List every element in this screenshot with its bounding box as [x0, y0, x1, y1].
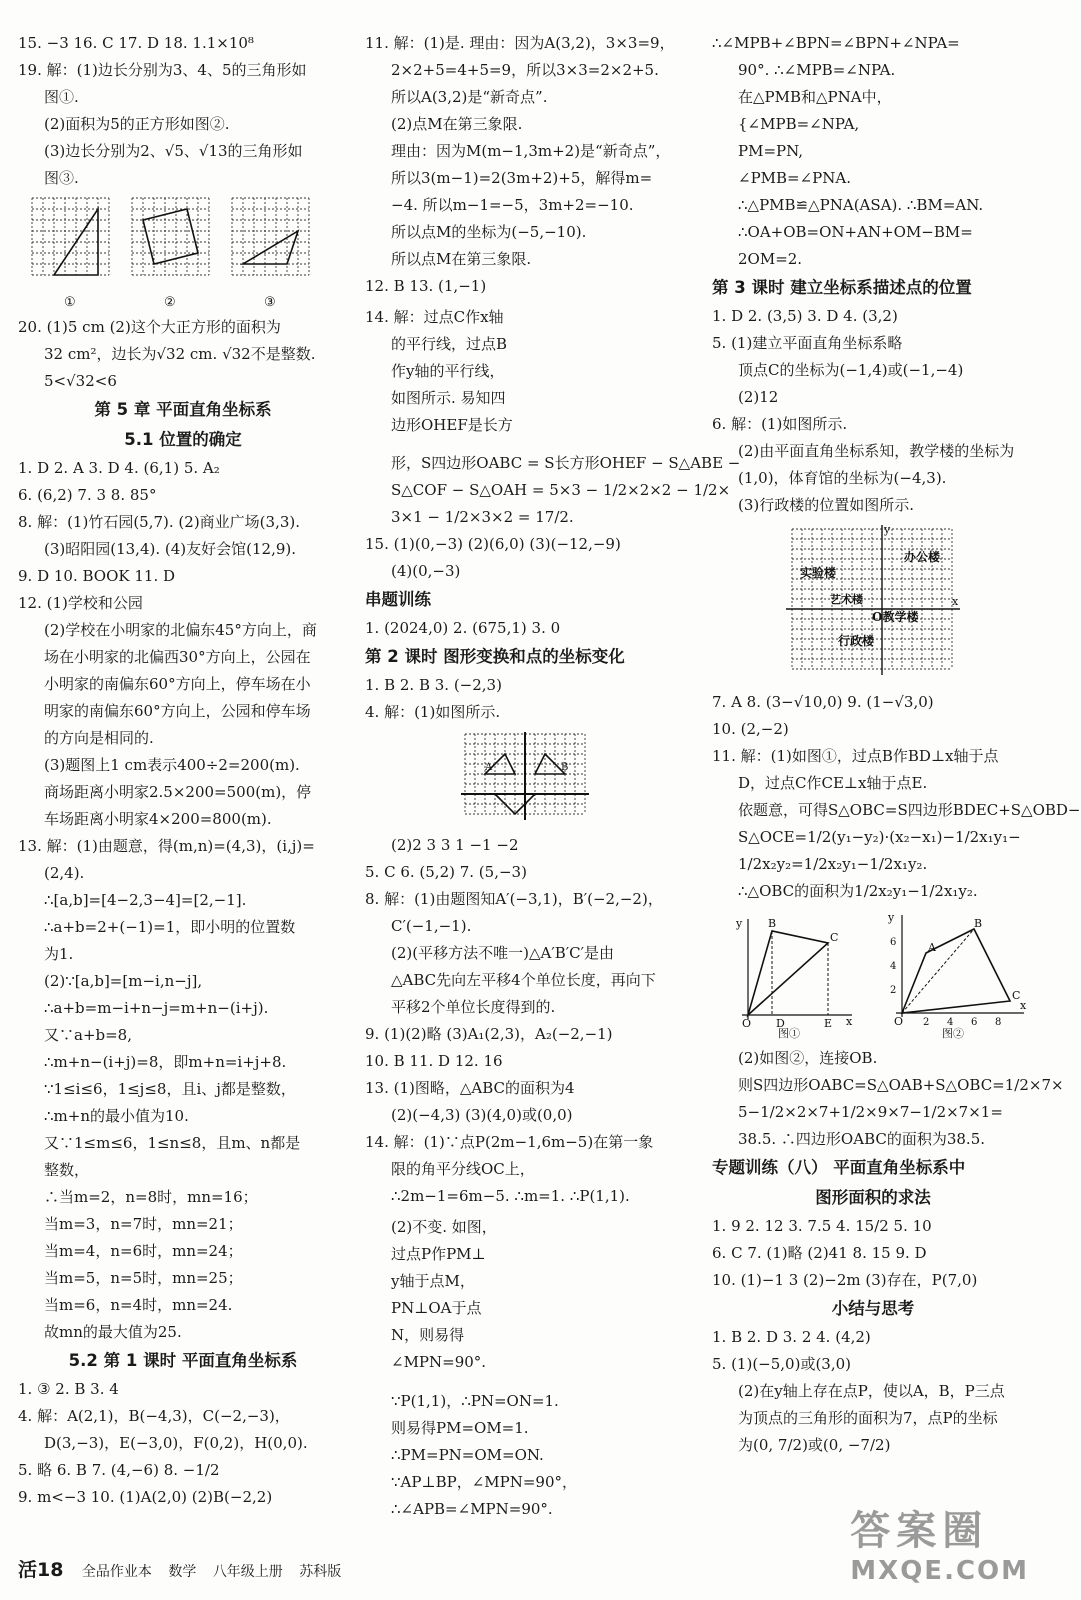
- answer-line: 所以3(m−1)=2(3m+2)+5，解得m=: [391, 169, 653, 187]
- grid-figure-label: ②: [164, 295, 176, 310]
- figure-two: [712, 909, 1034, 1039]
- answer-line: 90°. ∴∠MPB=∠NPA.: [738, 61, 896, 79]
- axis-label-y: y: [884, 523, 891, 536]
- answer-line: (3)题图上1 cm表示400÷2=200(m).: [44, 756, 300, 774]
- answer-line: 8. 解：(1)由题图知A′(−3,1)，B′(−2,−2)，: [365, 890, 663, 908]
- answer-line: (2)点M在第三象限.: [391, 115, 523, 133]
- place-label: 行政楼: [838, 634, 875, 648]
- text-line: PN⊥OA于点: [391, 1299, 482, 1317]
- answer-line: 所以点M在第三象限.: [391, 250, 532, 268]
- answer-line: 14. 解：(1)∵点P(2m−1,6m−5)在第一象: [365, 1133, 654, 1151]
- section-heading: 图形面积的求法: [815, 1188, 931, 1207]
- point-label: O: [742, 1017, 752, 1030]
- tick-label: 4: [890, 961, 897, 972]
- answer-line: D(3,−3)，E(−3,0)，F(0,2)，H(0,0).: [44, 1434, 308, 1452]
- square-area-5: [143, 209, 198, 264]
- answer-line: (2)在y轴上存在点P，使以A，B，P三点: [738, 1382, 1005, 1400]
- answer-line: 15. −3 16. C 17. D 18. 1.1×10⁸: [18, 34, 254, 52]
- section-heading: 5.2 第 1 课时 平面直角坐标系: [68, 1351, 298, 1370]
- answer-line: ∵AP⊥BP，∠MPN=90°，: [391, 1473, 577, 1491]
- answer-line: 5. 略 6. B 7. (4,−6) 8. −1/2: [18, 1461, 220, 1479]
- text-line: N，则易得: [391, 1326, 465, 1344]
- answer-line: (3)行政楼的位置如图所示.: [738, 496, 915, 514]
- answer-line: 15. (1)(0,−3) (2)(6,0) (3)(−12,−9): [365, 535, 621, 553]
- place-label: 办公楼: [904, 550, 941, 564]
- answer-line: 当m=6，n=4时，mn=24.: [44, 1296, 233, 1314]
- answer-line: 所以A(3,2)是“新奇点”.: [391, 88, 548, 106]
- answer-line: (2)(−4,3) (3)(4,0)或(0,0): [391, 1106, 573, 1124]
- answer-line: 6. C 7. (1)略 (2)41 8. 15 9. D: [712, 1244, 927, 1262]
- text-line: 如图所示. 易知四: [391, 389, 506, 407]
- point-label: D: [776, 1017, 785, 1030]
- answer-line: 当m=3，n=7时，mn=21；: [44, 1215, 243, 1233]
- answer-line: 所以点M的坐标为(−5,−10).: [391, 223, 587, 241]
- answer-line: 12. B 13. (1,−1): [365, 277, 487, 295]
- answer-line: 故mn的最大值为25.: [44, 1323, 182, 1341]
- point-label: C: [830, 931, 839, 944]
- answer-line: 当m=5，n=5时，mn=25；: [44, 1269, 243, 1287]
- answer-line: 3×1 − 1/2×3×2 = 17/2.: [391, 508, 574, 526]
- figure-caption: 图①: [778, 1027, 800, 1040]
- answer-line: 5<√32<6: [44, 372, 117, 390]
- answer-line: ∴△PMB≌△PNA(ASA). ∴BM=AN.: [738, 196, 984, 214]
- text-line: 过点P作PM⊥: [391, 1245, 486, 1263]
- answer-line: (2,4).: [44, 864, 85, 882]
- grid-figure-label: ①: [64, 295, 76, 310]
- axis-label-x: x: [846, 1015, 853, 1028]
- answer-line: (2)学校在小明家的北偏东45°方向上，商: [44, 621, 317, 639]
- answer-line: ∴OA+OB=ON+AN+OM−BM=: [738, 223, 973, 241]
- answer-line: 在△PMB和△PNA中，: [738, 88, 892, 106]
- answer-line: (2)2 3 3 1 −1 −2: [391, 836, 519, 854]
- answer-line: 5. (1)建立平面直角坐标系略: [712, 334, 903, 352]
- point-label: C: [1012, 989, 1021, 1002]
- answer-line: (2)12: [738, 388, 779, 406]
- figure-caption: 图②: [942, 1027, 964, 1040]
- place-label: O教学楼: [872, 610, 919, 624]
- section-heading: 专题训练（八） 平面直角坐标系中: [712, 1158, 966, 1177]
- section-heading: 第 2 课时 图形变换和点的坐标变化: [365, 647, 625, 666]
- text-line: y轴于点M，: [391, 1272, 475, 1290]
- answer-line: ∴2m−1=6m−5. ∴m=1. ∴P(1,1).: [391, 1187, 630, 1205]
- answer-line: (1,0)，体育馆的坐标为(−4,3).: [738, 469, 947, 487]
- point-label: E: [824, 1017, 833, 1030]
- place-label: 实验楼: [800, 566, 837, 580]
- answer-line: D，过点C作CE⊥x轴于点E.: [738, 774, 928, 792]
- column-right: [712, 30, 1081, 1459]
- answer-line: ∴m+n的最小值为10.: [44, 1107, 189, 1125]
- tick-label: 6: [971, 1017, 978, 1028]
- answer-line: 限的角平分线OC上，: [391, 1160, 535, 1178]
- answer-line: 依题意，可得S△OBC=S四边形BDEC+S△OBD−: [738, 801, 1081, 819]
- point-label: B: [768, 917, 777, 930]
- answer-line: −4. 所以m−1=−5，3m+2=−10.: [391, 196, 634, 214]
- answer-line: 1. ③ 2. B 3. 4: [18, 1380, 119, 1398]
- answer-line: 10. (2,−2): [712, 720, 789, 738]
- watermark-url: MXQE.COM: [850, 1556, 1029, 1586]
- column-left: [18, 30, 348, 1511]
- answer-line: 1. (2024,0) 2. (675,1) 3. 0: [365, 619, 561, 637]
- answer-line: (2)由平面直角坐标系知，教学楼的坐标为: [738, 442, 1015, 460]
- text-line: 14. 解：过点C作x轴: [365, 308, 504, 326]
- page-number: 活18: [18, 1559, 64, 1581]
- answer-line: 8. 解：(1)竹石园(5,7). (2)商业广场(3,3).: [18, 513, 300, 531]
- answer-line: 2OM=2.: [738, 250, 803, 268]
- text-line: 的平行线，过点B: [391, 335, 508, 353]
- axis-label-y: y: [888, 911, 895, 924]
- answer-line: ∴PM=PN=OM=ON.: [391, 1446, 544, 1464]
- answer-line: 则易得PM=OM=1.: [391, 1419, 529, 1437]
- answer-line: C′(−1,−1).: [391, 917, 472, 935]
- figure-angle14: [365, 1214, 695, 1382]
- answer-line: 20. (1)5 cm (2)这个大正方形的面积为: [18, 318, 281, 336]
- page-footer: [18, 1555, 353, 1582]
- answer-line: 19. 解：(1)边长分别为3、4、5的三角形如: [18, 61, 307, 79]
- answer-line: 的方向是相同的.: [44, 729, 154, 747]
- answer-line: 1/2x₂y₂=1/2x₂y₁−1/2x₁y₂.: [738, 855, 928, 873]
- answer-line: (2)∵[a,b]=[m−i,n−j],: [44, 972, 203, 990]
- campus-coordinate-figure: [712, 523, 1034, 683]
- answer-line: 38.5. ∴四边形OABC的面积为38.5.: [738, 1130, 986, 1148]
- answer-line: (2)面积为5的正方形如图②.: [44, 115, 230, 133]
- answer-line: 则S四边形OABC=S△OAB+S△OBC=1/2×7×: [738, 1076, 1064, 1094]
- tick-label: 4: [947, 1017, 954, 1028]
- answer-line: 理由：因为M(m−1,3m+2)是“新奇点”，: [391, 142, 671, 160]
- tick-label: 2: [890, 985, 897, 996]
- answer-line: ∴∠APB=∠MPN=90°.: [391, 1500, 553, 1518]
- answer-line: 2×2+5=4+5=9，所以3×3=2×2+5.: [391, 61, 659, 79]
- answer-line: 为顶点的三角形的面积为7，点P的坐标: [738, 1409, 998, 1427]
- section-heading: 第 3 课时 建立坐标系描述点的位置: [712, 278, 972, 297]
- answer-line: 6. (6,2) 7. 3 8. 85°: [18, 486, 157, 504]
- answer-line: 为1.: [44, 945, 74, 963]
- answer-line: 1. D 2. (3,5) 3. D 4. (3,2): [712, 307, 898, 325]
- axis-label-x: x: [952, 595, 959, 608]
- answer-line: (4)(0,−3): [391, 562, 461, 580]
- figure-campus: [712, 523, 1034, 683]
- triangle-OBC: [748, 931, 828, 1015]
- answer-line: ∵1≤i≤6，1≤j≤8，且i、j都是整数，: [44, 1080, 296, 1098]
- answer-line: (2)如图②，连接OB.: [738, 1049, 878, 1067]
- q14-text-figure: [365, 304, 695, 444]
- point-label: O: [894, 1015, 904, 1028]
- watermark-title: 答案圈: [850, 1508, 989, 1554]
- answer-line: ∴a+b=2+(−1)=1，即小明的位置数: [44, 918, 296, 936]
- answer-line: 顶点C的坐标为(−1,4)或(−1,−4): [738, 361, 964, 379]
- answer-line: 场在小明家的北偏西30°方向上，公园在: [44, 648, 311, 666]
- answer-line: 形，S四边形OABC = S长方形OHEF − S△ABE −: [391, 454, 741, 472]
- answer-line: △ABC先向左平移4个单位长度，再向下: [391, 971, 656, 989]
- tick-label: 6: [890, 937, 897, 948]
- answer-line: 当m=4，n=6时，mn=24；: [44, 1242, 243, 1260]
- text-line: ∠MPN=90°.: [391, 1353, 487, 1371]
- text-line: (2)不变. 如图，: [391, 1218, 497, 1236]
- answer-line: (2)(平移方法不唯一)△A′B′C′是由: [391, 944, 615, 962]
- answer-line: (3)边长分别为2、√5、√13的三角形如: [44, 142, 303, 160]
- answer-line: 11. 解：(1)如图①，过点B作BD⊥x轴于点: [712, 747, 999, 765]
- answer-line: 1. 9 2. 12 3. 7.5 4. 15/2 5. 10: [712, 1217, 932, 1235]
- answer-line: 5. (1)(−5,0)或(3,0): [712, 1355, 852, 1373]
- triangle-2-r5-r13: [243, 231, 298, 264]
- answer-line: 4. 解：A(2,1)，B(−4,3)，C(−2,−3)，: [18, 1407, 290, 1425]
- grid-figure-label: ③: [264, 295, 276, 310]
- answer-line: 图③.: [44, 169, 79, 187]
- answer-line: 又∵1≤m≤6，1≤n≤8，且m、n都是: [44, 1134, 301, 1152]
- section-heading: 串题训练: [365, 590, 431, 609]
- section-heading: 第 5 章 平面直角坐标系: [94, 400, 272, 419]
- place-label: 艺术楼: [830, 593, 863, 606]
- column-middle: [365, 30, 741, 1523]
- answer-line: ∵P(1,1)，∴PN=ON=1.: [391, 1392, 559, 1410]
- figure-rect14: [365, 304, 695, 444]
- grade-name: 八年级上册: [212, 1564, 283, 1580]
- grid-figures: [18, 196, 338, 308]
- watermark-logo: [850, 1499, 1029, 1586]
- text-line: 作y轴的平行线，: [391, 362, 505, 380]
- answer-line: ∴△OBC的面积为1/2x₂y₁−1/2x₁y₂.: [738, 882, 978, 900]
- answer-line: 9. (1)(2)略 (3)A₁(2,3)，A₂(−2,−1): [365, 1025, 613, 1043]
- answer-line: 1. B 2. D 3. 2 4. (4,2): [712, 1328, 871, 1346]
- axis-label-y: y: [736, 917, 743, 930]
- answer-line: 9. D 10. BOOK 11. D: [18, 567, 176, 585]
- answer-line: 9. m<−3 10. (1)A(2,0) (2)B(−2,2): [18, 1488, 273, 1506]
- answer-line: 商场距离小明家2.5×200=500(m)，停: [44, 783, 312, 801]
- answer-line: 1. B 2. B 3. (−2,3): [365, 676, 502, 694]
- point-label: B: [561, 762, 569, 773]
- answer-line: 6. 解：(1)如图所示.: [712, 415, 848, 433]
- point-label: A: [485, 762, 493, 773]
- answer-line: ∴m+n−(i+j)=8，即m+n=i+j+8.: [44, 1053, 287, 1071]
- answer-line: ∴当m=2，n=8时，mn=16；: [44, 1188, 258, 1206]
- answer-line: ∴[a,b]=[4−2,3−4]=[2,−1].: [44, 891, 247, 909]
- two-area-figures: [712, 909, 1034, 1039]
- answer-line: 为(0, 7/2)或(0, −7/2): [738, 1436, 891, 1454]
- answer-line: {∠MPB=∠NPA,: [738, 115, 860, 133]
- answer-line: (3)昭阳园(13,4). (4)友好会馆(12,9).: [44, 540, 297, 558]
- answer-line: 明家的南偏东60°方向上，公园和停车场: [44, 702, 311, 720]
- answer-line: 7. A 8. (3−√10,0) 9. (1−√3,0): [712, 693, 934, 711]
- answer-line: 5−1/2×2×7+1/2×9×7−1/2×7×1=: [738, 1103, 1003, 1121]
- answer-line: 车场距离小明家4×200=800(m).: [44, 810, 272, 828]
- answer-line: 整数，: [44, 1161, 90, 1179]
- answer-line: 小明家的南偏东60°方向上，停车场在小: [44, 675, 311, 693]
- axis-label-x: x: [1020, 999, 1027, 1012]
- answer-line: 又∵a+b=8,: [44, 1026, 132, 1044]
- tick-label: 8: [995, 1017, 1002, 1028]
- q14-part2-text-figure: [365, 1214, 695, 1382]
- edition-name: 苏科版: [299, 1564, 342, 1580]
- quadrilateral-OABC: [902, 929, 1010, 1013]
- answer-line: 11. 解：(1)是. 理由：因为A(3,2)，3×3=9，: [365, 34, 675, 52]
- answer-line: S△COF − S△OAH = 5×3 − 1/2×2×2 − 1/2×: [391, 481, 731, 499]
- text-line: 边形OHEF是长方: [391, 416, 513, 434]
- figure-trans: [365, 730, 695, 826]
- answer-line: 32 cm²，边长为√32 cm. √32不是整数.: [44, 345, 316, 363]
- answer-line: 平移2个单位长度得到的.: [391, 998, 556, 1016]
- answer-line: 图①.: [44, 88, 79, 106]
- section-heading: 小结与思考: [831, 1299, 915, 1318]
- answer-line: 13. (1)图略，△ABC的面积为4: [365, 1079, 575, 1097]
- answer-line: S△OCE=1/2(y₁−y₂)·(x₂−x₁)−1/2x₁y₁−: [738, 828, 1021, 846]
- subject-name: 数学: [168, 1564, 197, 1580]
- series-name: 全品作业本: [81, 1564, 152, 1580]
- point-label: B: [974, 917, 983, 930]
- answer-line: 4. 解：(1)如图所示.: [365, 703, 501, 721]
- answer-line: ∴a+b=m−i+n−j=m+n−(i+j).: [44, 999, 269, 1017]
- answer-line: 10. (1)−1 3 (2)−2m (3)存在，P(7,0): [712, 1271, 978, 1289]
- answer-line: PM=PN,: [738, 142, 804, 160]
- answer-line: 5. C 6. (5,2) 7. (5,−3): [365, 863, 527, 881]
- tick-label: 2: [923, 1017, 930, 1028]
- answer-line: 12. (1)学校和公园: [18, 594, 143, 612]
- answer-line: ∠PMB=∠PNA.: [738, 169, 851, 187]
- answer-line: 13. 解：(1)由题意，得(m,n)=(4,3)，(i,j)=: [18, 837, 315, 855]
- figure-grids: [18, 196, 348, 308]
- answer-line: 1. D 2. A 3. D 4. (6,1) 5. A₂: [18, 459, 220, 477]
- answer-line: 10. B 11. D 12. 16: [365, 1052, 503, 1070]
- point-label: A: [928, 941, 936, 954]
- answer-line: ∴∠MPB+∠BPN=∠BPN+∠NPA=: [712, 34, 960, 52]
- translation-figure: [365, 730, 695, 826]
- section-heading: 5.1 位置的确定: [124, 430, 242, 449]
